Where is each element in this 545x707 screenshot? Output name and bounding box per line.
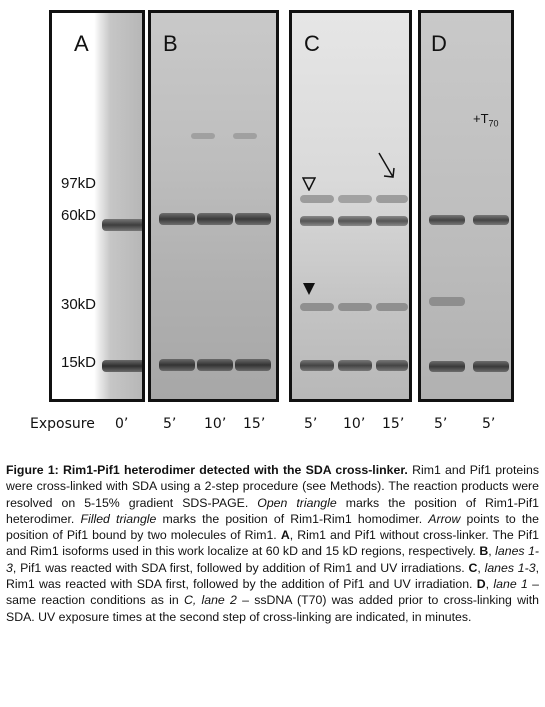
caption-text: ,	[488, 544, 496, 559]
caption-text: marks the position of Rim1-Pif1 heterodimer.	[6, 495, 539, 526]
band	[338, 360, 372, 371]
band	[338, 303, 372, 311]
caption-title: Figure 1: Rim1-Pif1 heterodimer detected with the SDA cross-linker.	[6, 463, 408, 477]
caption-italic: lanes 1-3	[484, 560, 536, 575]
band	[197, 213, 233, 225]
band	[235, 359, 271, 371]
caption-text: marks the position of Rim1-Rim1 homodimer.	[156, 511, 429, 526]
caption-text: , Rim1 was reacted with SDA first, followed by the addition of Pif1 and UV irradiation.	[6, 560, 539, 592]
band	[376, 360, 408, 371]
t70-main: +T	[473, 111, 489, 126]
band	[429, 297, 465, 306]
caption-bold: D	[476, 577, 486, 592]
caption-text: ,	[485, 577, 494, 592]
filled-triangle-icon	[302, 282, 316, 296]
marker-97kd: 97kD	[61, 175, 97, 192]
band	[429, 215, 465, 225]
caption-italic: lane 1	[493, 577, 528, 592]
band	[473, 361, 509, 372]
marker-30kd: 30kD	[61, 296, 97, 313]
band	[338, 216, 372, 226]
band	[376, 195, 408, 203]
band	[300, 195, 334, 203]
exposure-time: 10’	[204, 416, 227, 432]
caption-text: , Pif1 was reacted with SDA first, followed by addition of Rim1 and UV irradiations.	[12, 560, 469, 575]
caption-bold: C	[468, 560, 478, 575]
marker-60kd: 60kD	[61, 207, 97, 224]
band	[429, 361, 465, 372]
gel-panel-b	[148, 10, 279, 402]
band	[338, 195, 372, 203]
caption-italic: Open triangle	[257, 495, 337, 510]
gel-panel-a	[49, 10, 145, 402]
panel-letter-d: D	[431, 31, 447, 56]
panel-letter-a: A	[74, 31, 89, 56]
exposure-time: 15’	[243, 416, 266, 432]
caption-text: , Rim1 and Pif1 without cross-linker. The Pif1 and Rim1 isoforms used in this work localize at 60 kD and 15 kD regions, respectively.	[6, 528, 539, 559]
panel-letter-b: B	[163, 31, 178, 56]
caption-bold: B	[479, 544, 489, 559]
band	[159, 359, 195, 371]
caption-bold: A	[280, 528, 290, 543]
t70-sub: 70	[488, 118, 499, 129]
band	[191, 133, 215, 139]
band	[102, 219, 145, 231]
band	[473, 215, 509, 225]
caption-italic: lanes 1-3	[6, 544, 540, 575]
marker-15kd: 15kD	[61, 354, 97, 371]
t70-annotation	[473, 111, 499, 129]
exposure-time: 5’	[482, 416, 496, 432]
band	[233, 133, 257, 139]
open-triangle-icon	[302, 177, 316, 191]
panel-letter-c: C	[304, 31, 320, 56]
exposure-time: 10’	[343, 416, 366, 432]
caption-text: points to the position of Pif1 bound by two molecules of Rim1.	[6, 511, 539, 543]
band	[300, 303, 334, 311]
band	[235, 213, 271, 225]
caption-italic: C, lane 2	[183, 593, 237, 608]
exposure-time: 0’	[115, 416, 129, 432]
caption-italic: Arrow	[428, 511, 461, 526]
band	[376, 216, 408, 226]
caption-text: – same reaction conditions as in	[6, 577, 539, 608]
caption-text: ,	[477, 560, 485, 575]
caption-text: Rim1 and Pif1 proteins were cross-linked with SDA using a 2-step procedure (see Methods). The reaction products were resolved on 5-15% gradient SDS-PAGE.	[6, 463, 539, 510]
band	[376, 303, 408, 311]
gel-panel-d	[418, 10, 514, 402]
exposure-time: 15’	[382, 416, 405, 432]
gel-panel-c	[289, 10, 412, 402]
figure-caption	[6, 462, 539, 625]
exposure-time: 5’	[434, 416, 448, 432]
exposure-label: Exposure	[30, 416, 95, 432]
exposure-time: 5’	[163, 416, 177, 432]
caption-text: – ssDNA (T70) was added prior to cross-linking with SDA. UV exposure times at the second step of cross-linking are indicated, in minutes.	[6, 593, 540, 624]
band	[197, 359, 233, 371]
band	[300, 216, 334, 226]
exposure-time: 5’	[304, 416, 318, 432]
band	[300, 360, 334, 371]
caption-italic: Filled triangle	[80, 511, 157, 526]
band	[102, 360, 145, 372]
band	[159, 213, 195, 225]
arrow-icon	[376, 151, 398, 181]
